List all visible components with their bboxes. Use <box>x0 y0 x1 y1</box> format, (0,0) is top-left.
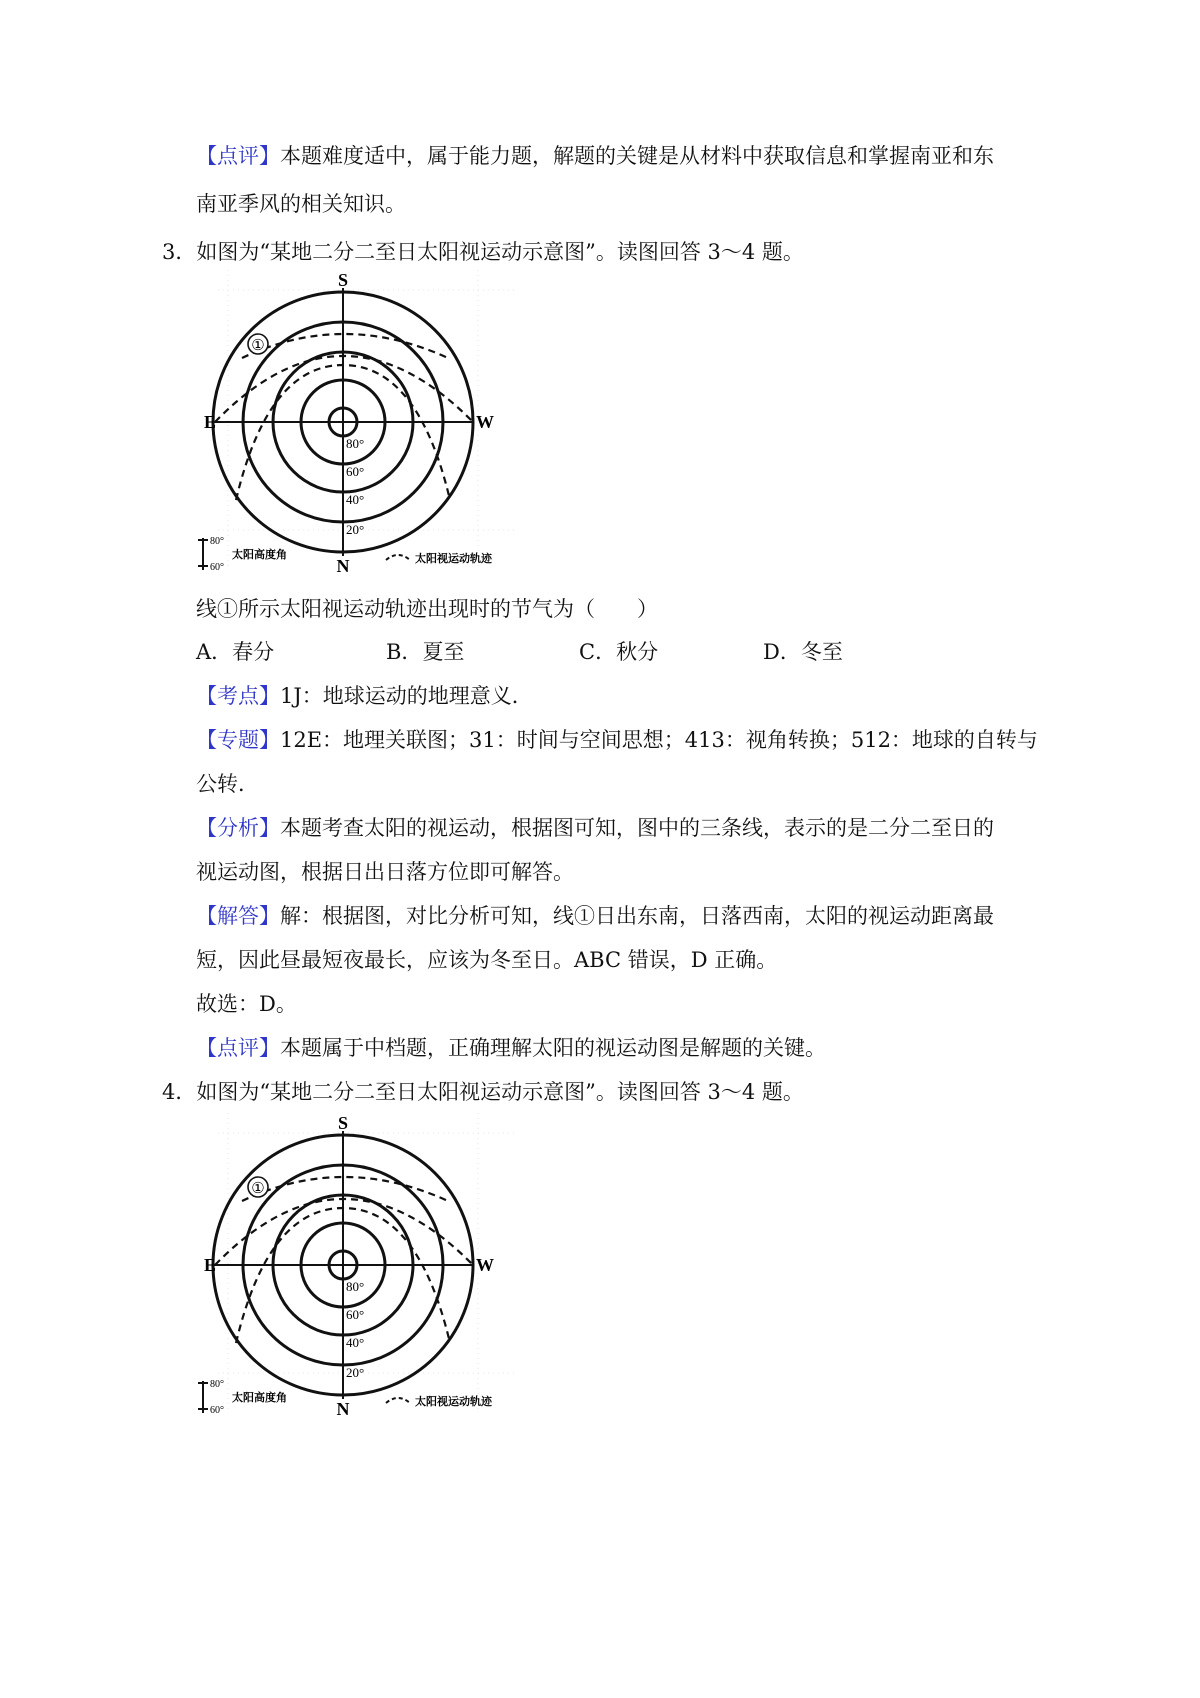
legend-altitude-text: 太阳高度角 <box>232 549 287 561</box>
south-label: S <box>337 1113 349 1133</box>
east-label: E <box>204 412 217 432</box>
option-text: 夏至 <box>422 640 465 664</box>
altitude-40-label: 40° <box>346 1335 365 1350</box>
question-stem: 如图为“某地二分二至日太阳视运动示意图”。读图回答 3～4 题。 <box>196 1080 804 1104</box>
review-tag: 【点评】 <box>196 144 280 168</box>
review-text: 本题难度适中，属于能力题，解题的关键是从材料中获取信息和掌握南亚和东 <box>280 144 994 168</box>
jieda-text: 解：根据图，对比分析可知，线①日出东南，日落西南，太阳的视运动距离最 <box>280 904 994 928</box>
sun-path-figure-q3 <box>204 270 528 582</box>
legend-60: 60° <box>210 1405 224 1416</box>
zhuanti-line-1 <box>196 725 1038 755</box>
altitude-80-label: 80° <box>346 436 365 451</box>
question-prompt: 线①所示太阳视运动轨迹出现时的节气为（ ） <box>196 597 658 621</box>
legend-altitude <box>198 1379 287 1416</box>
option-letter: C． <box>579 640 617 664</box>
question-stem: 如图为“某地二分二至日太阳视运动示意图”。读图回答 3～4 题。 <box>196 240 804 264</box>
zhuanti-tag: 【专题】 <box>196 728 280 752</box>
north-label: N <box>336 1399 350 1419</box>
west-label: W <box>476 412 494 432</box>
altitude-20-label: 20° <box>346 1365 365 1380</box>
line-1-label: ① <box>251 1181 265 1197</box>
kaodian-tag: 【考点】 <box>196 684 280 708</box>
altitude-40-label: 40° <box>346 492 365 507</box>
question-number: 4． <box>162 1080 197 1104</box>
legend-altitude <box>198 536 287 573</box>
option-d[interactable] <box>763 637 843 667</box>
option-text: 秋分 <box>616 640 659 664</box>
altitude-60-label: 60° <box>346 464 365 479</box>
option-letter: B． <box>386 640 423 664</box>
kaodian-line <box>196 681 533 711</box>
zhuanti-text: 12E：地理关联图；31：时间与空间思想；413：视角转换；512：地球的自转与 <box>280 728 1038 752</box>
altitude-80-label: 80° <box>346 1279 365 1294</box>
q3-review-tag: 【点评】 <box>196 1036 280 1060</box>
legend-80: 80° <box>210 536 224 547</box>
question-3-stem <box>162 237 804 267</box>
legend-path <box>386 551 493 565</box>
option-text: 冬至 <box>800 640 843 664</box>
legend-altitude-text: 太阳高度角 <box>232 1392 287 1404</box>
south-label: S <box>337 270 349 290</box>
zhuanti-line-2 <box>196 769 259 799</box>
jieda-line-2 <box>196 945 777 975</box>
question-number: 3． <box>162 240 197 264</box>
east-label: E <box>204 1255 217 1275</box>
north-label: N <box>336 556 350 576</box>
altitude-20-label: 20° <box>346 522 365 537</box>
fenxi-text-cont: 视运动图，根据日出日落方位即可解答。 <box>196 860 574 884</box>
option-text: 春分 <box>232 640 275 664</box>
legend-path-text: 太阳视运动轨迹 <box>415 553 492 565</box>
legend-path-text: 太阳视运动轨迹 <box>415 1396 492 1408</box>
review-line-2 <box>196 189 406 219</box>
option-c[interactable] <box>579 637 658 667</box>
legend-path <box>386 1394 493 1408</box>
option-b[interactable] <box>386 637 464 667</box>
kaodian-text: 1J：地球运动的地理意义． <box>280 684 533 708</box>
altitude-60-label: 60° <box>346 1307 365 1322</box>
jieda-line-3 <box>196 989 297 1019</box>
option-letter: D． <box>763 640 801 664</box>
west-label: W <box>476 1255 494 1275</box>
question-4-stem <box>162 1077 804 1107</box>
fenxi-line-2 <box>196 857 574 887</box>
fenxi-line-1 <box>196 813 994 843</box>
sun-path-figure-q4 <box>204 1113 528 1425</box>
review-text-cont: 南亚季风的相关知识。 <box>196 192 406 216</box>
jieda-line-1 <box>196 901 994 931</box>
q3-review-line <box>196 1033 826 1063</box>
jieda-tag: 【解答】 <box>196 904 280 928</box>
review-line-1 <box>196 141 994 171</box>
sun-path-diagram <box>204 1113 528 1421</box>
line-1-label: ① <box>251 338 265 354</box>
legend-60: 60° <box>210 562 224 573</box>
q3-review-text: 本题属于中档题，正确理解太阳的视运动图是解题的关键。 <box>280 1036 826 1060</box>
question-3-prompt <box>196 594 658 624</box>
fenxi-tag: 【分析】 <box>196 816 280 840</box>
answer-choice: 故选：D。 <box>196 992 297 1016</box>
sun-path-diagram <box>204 270 528 578</box>
fenxi-text: 本题考查太阳的视运动，根据图可知，图中的三条线，表示的是二分二至日的 <box>280 816 994 840</box>
jieda-text-cont: 短，因此昼最短夜最长，应该为冬至日。ABC 错误，D 正确。 <box>196 948 778 972</box>
zhuanti-text-cont: 公转． <box>196 772 259 796</box>
option-letter: A． <box>196 640 233 664</box>
option-a[interactable] <box>196 637 274 667</box>
legend-80: 80° <box>210 1379 224 1390</box>
